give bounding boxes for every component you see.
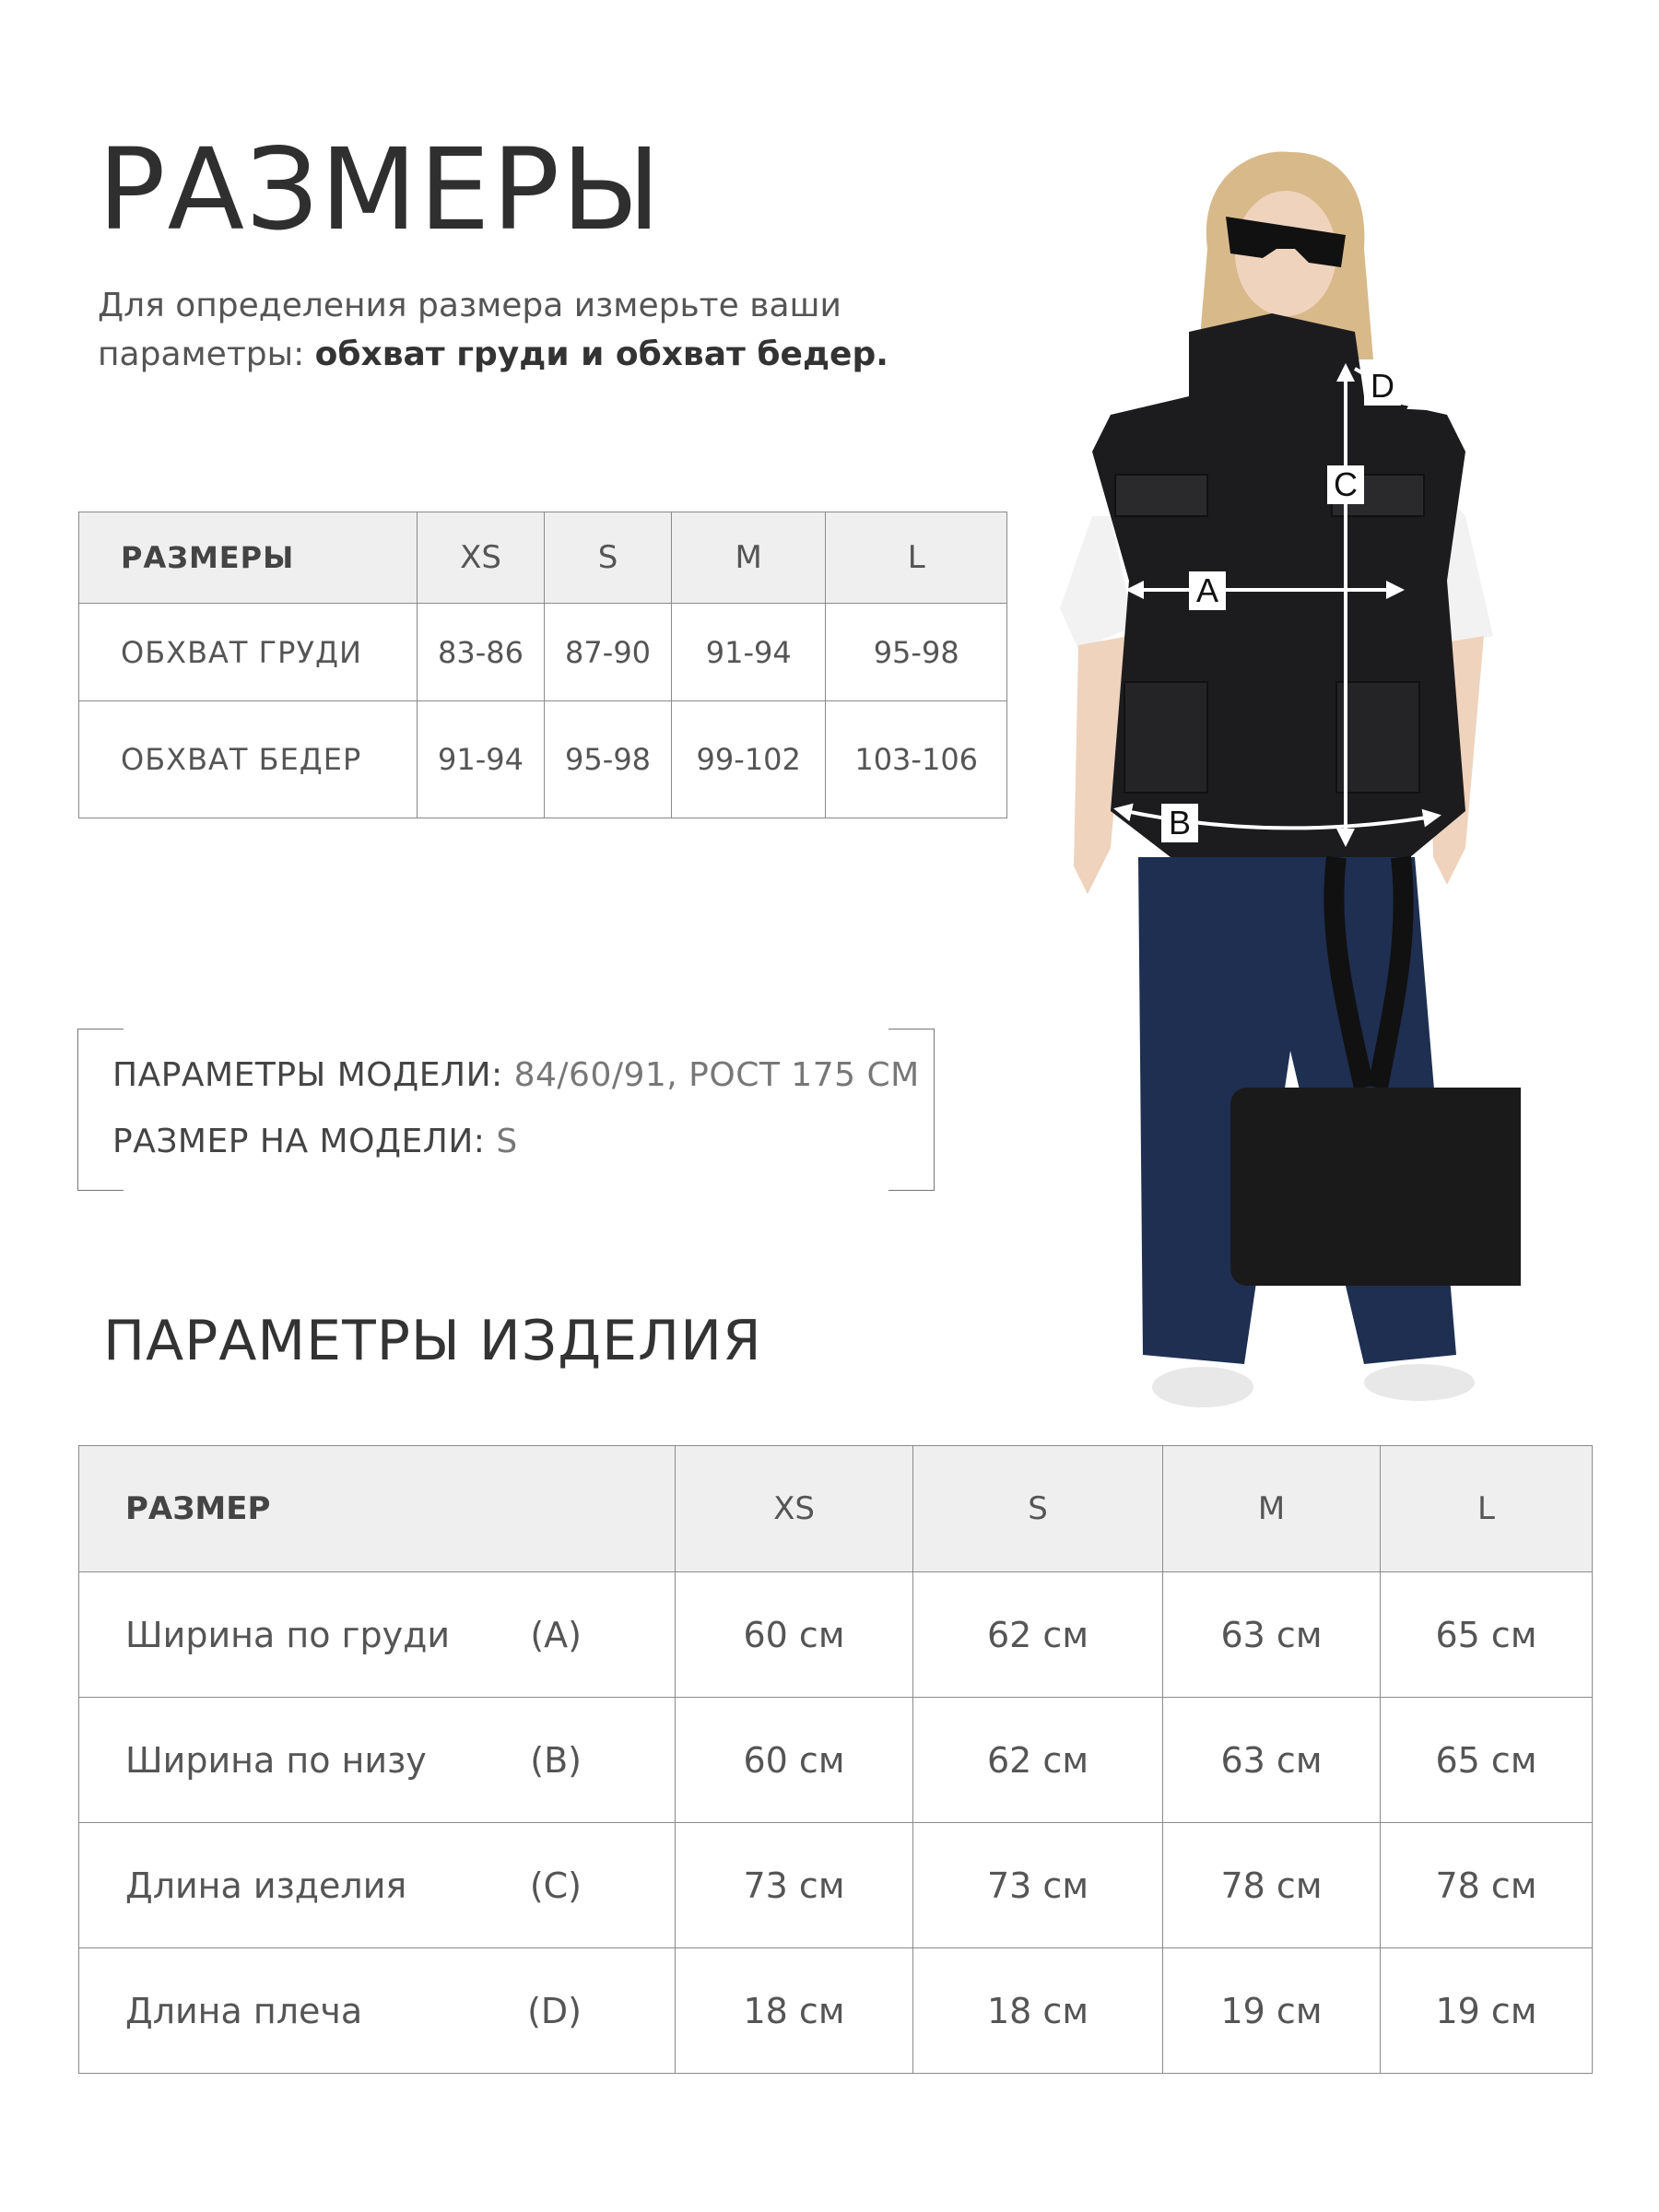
bracket-left bbox=[77, 1029, 124, 1191]
table-row bbox=[79, 1698, 1593, 1823]
table-cell: 63 см bbox=[1163, 1698, 1381, 1823]
header-cell: S bbox=[545, 512, 672, 604]
model-size-value: S bbox=[496, 1123, 518, 1160]
table-cell: 91-94 bbox=[672, 604, 826, 701]
table-header-row bbox=[79, 512, 1007, 604]
table-cell: 73 см bbox=[676, 1823, 913, 1948]
table-cell: 19 см bbox=[1163, 1948, 1381, 2074]
row-label bbox=[79, 1572, 676, 1698]
product-size-table bbox=[78, 1445, 1593, 2074]
row-label-text: Ширина по низу bbox=[125, 1739, 427, 1781]
table-cell: 73 см bbox=[913, 1823, 1163, 1948]
table-row bbox=[79, 1823, 1593, 1948]
row-code: (D) bbox=[527, 1990, 582, 2031]
model-size-label: РАЗМЕР НА МОДЕЛИ: bbox=[112, 1123, 486, 1160]
header-cell: РАЗМЕРЫ bbox=[79, 512, 418, 604]
table-cell: 60 см bbox=[676, 1572, 913, 1698]
row-label bbox=[79, 1948, 676, 2074]
table-cell: 95-98 bbox=[545, 701, 672, 818]
table-cell: 91-94 bbox=[418, 701, 545, 818]
table-cell: 78 см bbox=[1163, 1823, 1381, 1948]
measure-label-b: B bbox=[1168, 804, 1192, 841]
table-cell: 18 см bbox=[676, 1948, 913, 2074]
row-code: (A) bbox=[530, 1614, 582, 1655]
product-params-title: ПАРАМЕТРЫ ИЗДЕЛИЯ bbox=[103, 1309, 762, 1373]
table-row bbox=[79, 701, 1007, 818]
model-params-value: 84/60/91, РОСТ 175 СМ bbox=[513, 1056, 920, 1094]
row-code: (B) bbox=[530, 1739, 582, 1781]
table-header-row bbox=[79, 1446, 1593, 1572]
vest-lower-pocket-left bbox=[1124, 682, 1207, 793]
bag bbox=[1230, 1088, 1521, 1286]
measure-label-c: C bbox=[1334, 465, 1358, 503]
model-size-line bbox=[112, 1123, 518, 1160]
header-cell: XS bbox=[676, 1446, 913, 1572]
row-label-text: Длина плеча bbox=[125, 1990, 363, 2031]
page-title: РАЗМЕРЫ bbox=[98, 124, 663, 255]
header-cell: M bbox=[1163, 1446, 1381, 1572]
row-label-text: Ширина по груди bbox=[125, 1614, 451, 1655]
table-row bbox=[79, 604, 1007, 701]
measure-label-a: A bbox=[1195, 571, 1219, 609]
vest-lower-pocket-right bbox=[1336, 682, 1419, 793]
row-code: (C) bbox=[529, 1865, 582, 1906]
table-cell: 60 см bbox=[676, 1698, 913, 1823]
header-cell: XS bbox=[418, 512, 545, 604]
model-params-label: ПАРАМЕТРЫ МОДЕЛИ: bbox=[112, 1056, 503, 1094]
row-label: ОБХВАТ ГРУДИ bbox=[79, 604, 418, 701]
left-shoe bbox=[1152, 1367, 1253, 1407]
body-size-table bbox=[78, 512, 1007, 818]
header-cell: L bbox=[1381, 1446, 1593, 1572]
model-params-line bbox=[112, 1056, 920, 1094]
intro-text bbox=[98, 281, 927, 379]
intro-line-1: Для определения размера измерьте ваши bbox=[98, 287, 841, 324]
table-cell: 63 см bbox=[1163, 1572, 1381, 1698]
table-cell: 99-102 bbox=[672, 701, 826, 818]
right-shoe bbox=[1364, 1364, 1475, 1401]
table-cell: 103-106 bbox=[826, 701, 1007, 818]
model-photo bbox=[1060, 147, 1521, 1419]
model-parameters-box bbox=[77, 1029, 935, 1191]
table-cell: 18 см bbox=[913, 1948, 1163, 2074]
header-cell: РАЗМЕР bbox=[79, 1446, 676, 1572]
row-label-text: Длина изделия bbox=[125, 1865, 407, 1906]
table-row bbox=[79, 1572, 1593, 1698]
table-cell: 62 см bbox=[913, 1572, 1163, 1698]
measure-label-d: D bbox=[1371, 367, 1394, 405]
table-cell: 62 см bbox=[913, 1698, 1163, 1823]
table-row bbox=[79, 1948, 1593, 2074]
header-cell: S bbox=[913, 1446, 1163, 1572]
table-cell: 87-90 bbox=[545, 604, 672, 701]
bracket-right bbox=[888, 1029, 935, 1191]
table-cell: 65 см bbox=[1381, 1698, 1593, 1823]
row-label bbox=[79, 1823, 676, 1948]
table-cell: 95-98 bbox=[826, 604, 1007, 701]
row-label bbox=[79, 1698, 676, 1823]
table-cell: 78 см bbox=[1381, 1823, 1593, 1948]
row-label: ОБХВАТ БЕДЕР bbox=[79, 701, 418, 818]
header-cell: L bbox=[826, 512, 1007, 604]
table-cell: 65 см bbox=[1381, 1572, 1593, 1698]
table-cell: 83-86 bbox=[418, 604, 545, 701]
header-cell: M bbox=[672, 512, 826, 604]
table-cell: 19 см bbox=[1381, 1948, 1593, 2074]
intro-line-2-plain: параметры: bbox=[98, 335, 315, 373]
intro-line-2-bold: обхват груди и обхват бедер. bbox=[314, 335, 888, 373]
vest-pocket-left bbox=[1115, 475, 1207, 516]
